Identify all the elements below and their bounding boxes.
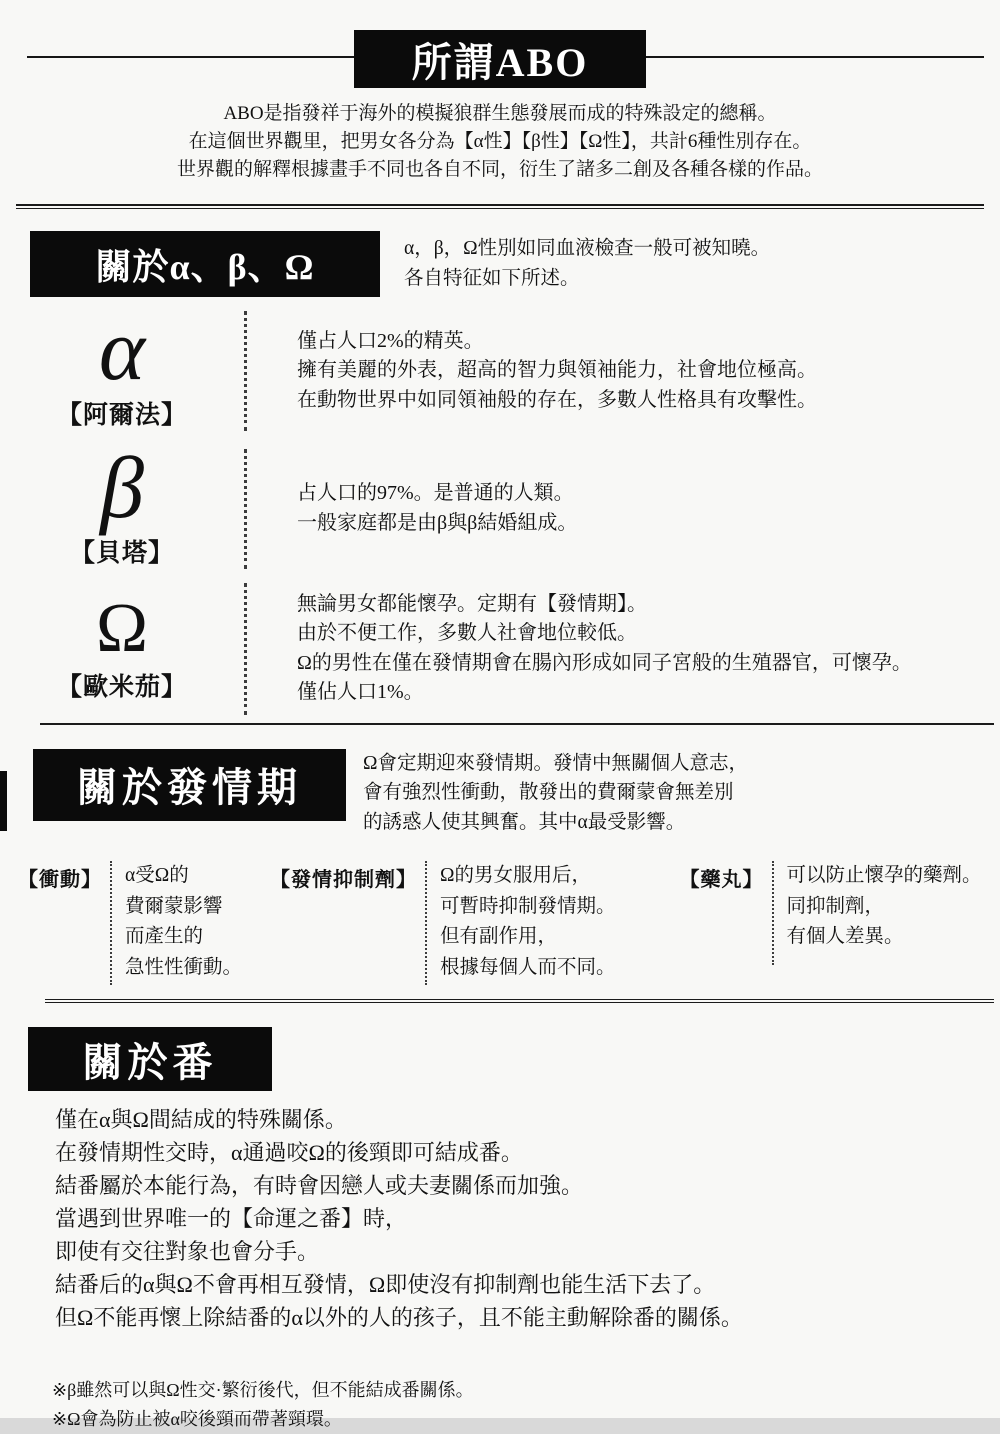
intro-line: 世界觀的解釋根據畫手不同也各自不同，衍生了諸多二創及各種各樣的作品。 [176, 159, 823, 180]
type-row-alpha [0, 302, 1000, 431]
omega-desc-line: Ω的男性在僅在發情期會在腸內形成如同子宮般的生殖器官，可懷孕。 [297, 651, 912, 674]
bond-line: 僅在α與Ω間結成的特殊關係。 [55, 1107, 347, 1133]
pill-line: 同抑制劑， [786, 895, 885, 917]
suppressant-line: Ω的男女服用后， [440, 865, 592, 887]
suppressant-line: 但有副作用， [440, 926, 558, 948]
page-header [0, 0, 1000, 90]
alpha-desc-line: 在動物世界中如同領袖般的存在，多數人性格具有攻擊性。 [297, 388, 817, 411]
section-divider-double-rule [45, 999, 994, 1003]
suppressant-line: 根據每個人而不同。 [440, 956, 616, 978]
page-title: 所謂ABO [354, 30, 646, 88]
suppressant-line: 可暫時抑制發情期。 [440, 895, 616, 917]
bond-line: 結番屬於本能行為，有時會因戀人或夫妻關係而加強。 [55, 1173, 584, 1199]
suppressant-text [427, 861, 616, 983]
bond-line: 即使有交往對象也會分手。 [55, 1239, 320, 1265]
heat-note-line: Ω會定期迎來發情期。發情中無關個人意志， [363, 752, 748, 774]
beta-symbol-block [0, 439, 244, 569]
bond-line: 但Ω不能再懷上除結番的α以外的人的孩子，且不能主動解除番的關係。 [55, 1305, 743, 1331]
impulse-line: 急性性衝動。 [125, 956, 243, 978]
intro-paragraph [0, 100, 1000, 184]
bond-line: 當遇到世界唯一的【命運之番】時， [55, 1206, 408, 1232]
omega-desc-line: 由於不便工作，多數人社會地位較低。 [297, 622, 637, 645]
beta-desc-line: 一般家庭都是由β與β結婚組成。 [297, 511, 578, 534]
abo-note-line: 各自特征如下所述。 [404, 268, 580, 289]
beta-description [247, 449, 577, 569]
alpha-description [247, 311, 817, 431]
heat-detail-columns [0, 861, 1000, 985]
beta-desc-line: 占人口的97%。是普通的人類。 [297, 482, 574, 505]
alpha-symbol: α [98, 302, 146, 399]
alpha-desc-line: 僅占人口2%的精英。 [297, 329, 484, 352]
section-bond-footnotes [52, 1376, 1000, 1434]
heat-item-pill [680, 861, 982, 965]
heat-item-suppressant [270, 861, 616, 985]
impulse-label: 【衝動】 [18, 869, 102, 892]
pill-text [774, 861, 982, 953]
section-bond-body [55, 1103, 1000, 1334]
left-edge-mark [0, 771, 7, 831]
bond-line: 在發情期性交時，α通過咬Ω的後頸即可結成番。 [55, 1140, 523, 1166]
heat-item-impulse [18, 861, 242, 985]
section-abo-note [404, 231, 770, 294]
intro-line: 在這個世界觀里，把男女各分為【α性】【β性】【Ω性】，共計6種性別存在。 [188, 131, 812, 152]
intro-line: ABO是指發祥于海外的模擬狼群生態發展而成的特殊設定的總稱。 [223, 103, 777, 124]
beta-symbol: β [100, 439, 144, 537]
section-abo-header [0, 231, 1000, 297]
abo-note-line: α，β，Ω性別如同血液檢查一般可被知曉。 [404, 238, 771, 259]
omega-desc-line: 僅佔人口1%。 [297, 681, 424, 704]
alpha-desc-line: 擁有美麗的外表，超高的智力與領袖能力，社會地位極高。 [297, 359, 817, 382]
alpha-symbol-block [0, 302, 244, 431]
alpha-name: 【阿爾法】 [56, 401, 187, 429]
impulse-line: α受Ω的 [125, 865, 189, 887]
section-heat-header [0, 749, 1000, 838]
pill-label: 【藥丸】 [679, 869, 764, 892]
omega-symbol-block [0, 583, 244, 715]
heat-note-line: 的誘惑人使其興奮。其中α最受影響。 [363, 811, 686, 833]
beta-name: 【貝塔】 [69, 539, 174, 567]
section-divider-single-rule [40, 723, 994, 725]
impulse-line: 費爾蒙影響 [125, 895, 223, 917]
omega-description [247, 583, 912, 715]
type-row-beta [0, 439, 1000, 569]
section-heat-note [363, 749, 748, 838]
suppressant-label: 【發情抑制劑】 [270, 869, 418, 892]
impulse-line: 而產生的 [125, 926, 204, 948]
pill-line: 有個人差異。 [786, 926, 904, 948]
impulse-text [112, 861, 242, 983]
footnote-line: ※Ω會為防止被α咬後頸而帶著頸環。 [52, 1409, 342, 1430]
type-row-omega [0, 583, 1000, 715]
omega-name: 【歐米茄】 [56, 674, 187, 702]
footnote-line: ※β雖然可以與Ω性交·繁衍後代，但不能結成番關係。 [52, 1380, 474, 1401]
section-abo-heading: 關於α、β、Ω [30, 231, 380, 297]
heat-note-line: 會有強烈性衝動，散發出的費爾蒙會無差別 [363, 782, 734, 804]
section-bond-heading: 關於番 [28, 1027, 272, 1091]
section-divider-double-rule [16, 204, 984, 209]
section-heat-heading: 關於發情期 [33, 749, 346, 821]
omega-symbol: Ω [95, 590, 149, 668]
bond-line: 結番后的α與Ω不會再相互發情，Ω即使沒有抑制劑也能生活下去了。 [55, 1272, 716, 1298]
omega-desc-line: 無論男女都能懷孕。定期有【發情期】。 [297, 592, 647, 615]
pill-line: 可以防止懷孕的藥劑。 [786, 865, 982, 887]
